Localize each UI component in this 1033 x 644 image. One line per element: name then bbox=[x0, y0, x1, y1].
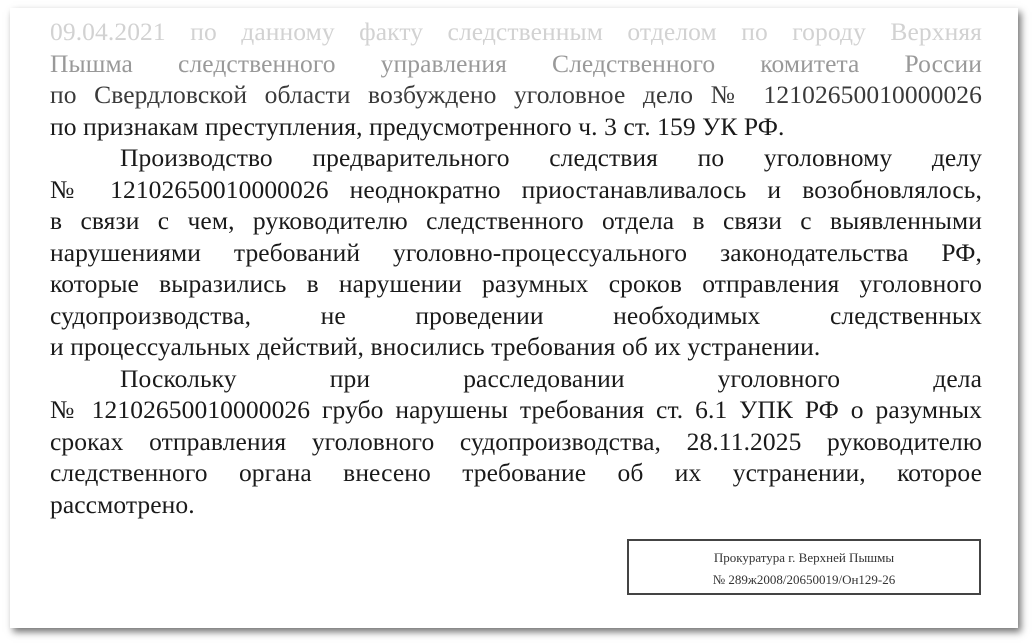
text-line: № 12102650010000026 грубо нарушены требования ст. 6.1 УПК РФ о разумных bbox=[50, 395, 982, 424]
text-line: рассмотрено. bbox=[50, 489, 195, 519]
text-line: по признакам преступления, предусмотренного ч. 3 ст. 159 УК РФ. bbox=[50, 111, 785, 141]
text-line: Пышма следственного управления Следственного комитета России bbox=[50, 48, 982, 78]
text-line: по Свердловской области возбуждено уголовное дело № 12102650010000026 bbox=[50, 80, 982, 109]
text-line: следственного органа внесено требование об их устранении, которое bbox=[50, 458, 982, 487]
text-line: судопроизводства, не проведении необходимых следственных bbox=[50, 300, 982, 330]
text-line: № 12102650010000026 неоднократно приостанавливалось и возобновлялось, bbox=[50, 174, 982, 204]
text-line: сроках отправления уголовного судопроизводства, 28.11.2025 руководителю bbox=[50, 426, 982, 456]
text-line: 09.04.2021 по данному факту следственным отделом по городу Верхняя bbox=[50, 17, 982, 46]
text-line: Поскольку при расследовании уголовного дела bbox=[120, 363, 982, 393]
stamp-office: Прокуратура г. Верхней Пышмы bbox=[713, 550, 895, 565]
document-body bbox=[50, 16, 982, 520]
stamp-number: № 289ж2008/20650019/Он129-26 bbox=[712, 572, 896, 587]
text-line: нарушениями требований уголовно-процессуального законодательства РФ, bbox=[50, 237, 982, 267]
text-line: в связи с чем, руководителю следственного отдела в связи с выявленными bbox=[50, 206, 982, 235]
text-line: Производство предварительного следствия по уголовному делу bbox=[120, 143, 982, 172]
registration-stamp bbox=[627, 539, 981, 595]
text-line: и процессуальных действий, вносились требования об их устранении. bbox=[50, 332, 821, 361]
document-page bbox=[10, 8, 1018, 628]
text-line: которые выразились в нарушении разумных сроков отправления уголовного bbox=[50, 269, 982, 298]
